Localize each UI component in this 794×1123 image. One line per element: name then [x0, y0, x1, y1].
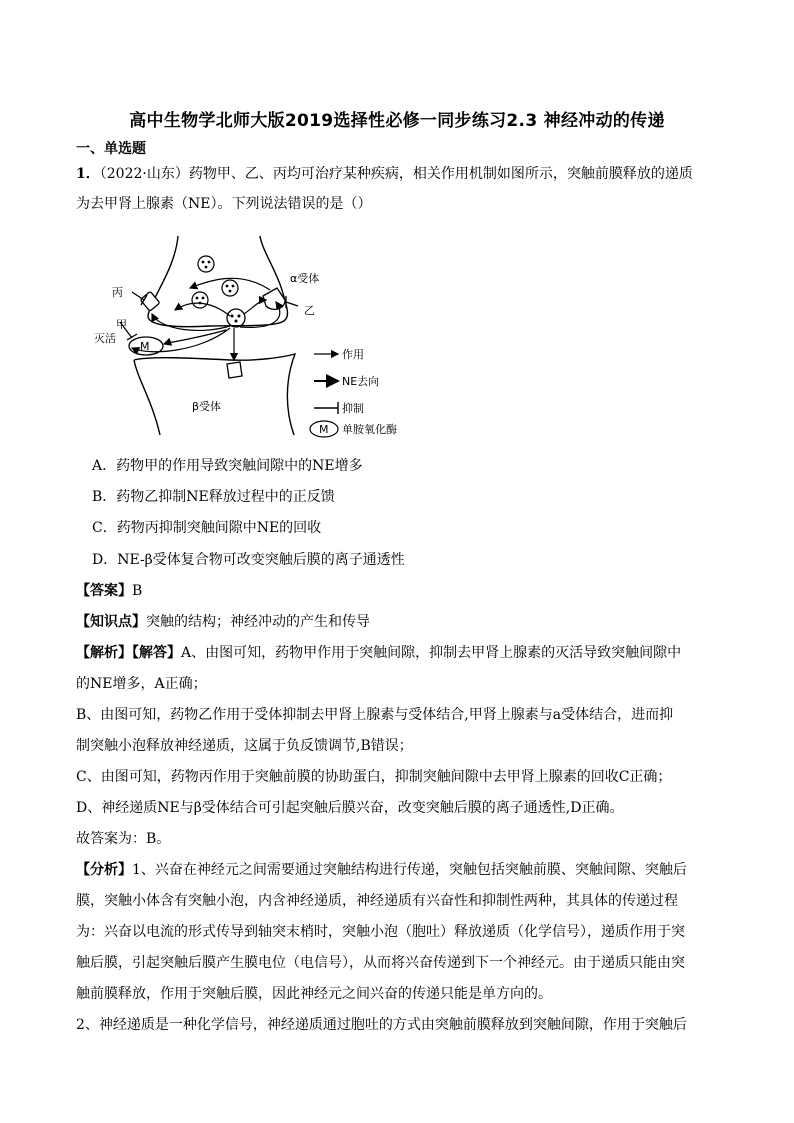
analysis-line-d: D、神经递质NE与β受体结合可引起突触后膜兴奋，改变突触后膜的离子通透性,D正确。 — [76, 800, 624, 816]
page-title: 高中生物学北师大版2019选择性必修一同步练习2.3 神经冲动的传递 — [129, 111, 665, 131]
answer-line — [76, 581, 720, 601]
legend-action: 作用 — [342, 348, 364, 361]
option-d: D．NE-β受体复合物可改变突触后膜的离子通透性 — [92, 552, 405, 568]
beta-receptor — [227, 362, 242, 378]
question-number: 1． — [76, 166, 100, 182]
knowledge-line — [76, 612, 720, 632]
mao-label: M — [140, 340, 150, 353]
fenxi-line2: 膜，突触小体含有突触小泡，内含神经递质，神经递质有兴奋性和抑制性两种，其具体的传递过程 — [76, 893, 678, 909]
ne-arrow — [152, 314, 230, 330]
label-miehuo: 灭活 — [94, 332, 116, 345]
legend-m: M — [319, 423, 329, 436]
option-a: A．药物甲的作用导致突触间隙中的NE增多 — [92, 458, 363, 474]
fenxi-tag: 【分析】 — [76, 862, 132, 878]
fenxi-line3: 为：兴奋以电流的形式传导到轴突末梢时，突触小泡（胞吐）释放递质（化学信号），递质作用于突 — [76, 924, 685, 940]
label-beta: β受体 — [192, 400, 222, 413]
vesicle — [192, 256, 238, 308]
knowledge-text: 突触的结构；神经冲动的产生和传导 — [146, 614, 370, 630]
vesicle-dots — [196, 261, 235, 305]
legend-ne-direction: NE去向 — [342, 375, 380, 388]
analysis-tag2: 【解答】 — [132, 645, 181, 661]
fenxi-line4: 触后膜，引起突触后膜产生膜电位（电信号），从而将兴奋传递到下一个神经元。由于递质只能由突 — [76, 955, 685, 971]
release-vesicle — [227, 309, 245, 327]
option-b: B．药物乙抑制NE释放过程中的正反馈 — [92, 489, 335, 505]
legend — [310, 348, 397, 437]
section-heading: 一、单选题 — [76, 141, 146, 157]
inhibit-symbol-yi — [286, 296, 298, 308]
question-source: （2022·山东） — [99, 166, 189, 182]
label-yi: 乙 — [304, 304, 315, 317]
action-arrow — [244, 300, 266, 314]
postsynaptic-membrane — [134, 354, 295, 435]
label-jia: 甲 — [116, 318, 127, 331]
label-alpha: α受体 — [290, 272, 320, 285]
answer-tag: 【答案】 — [76, 583, 132, 599]
legend-inhibit: 抑制 — [342, 402, 364, 415]
question-stem-line1 — [76, 164, 720, 184]
question-stem-text: 药物甲、乙、丙均可治疗某种疾病，相关作用机制如图所示，突触前膜释放的递质 — [188, 166, 693, 182]
analysis-line-a2: 的NE增多，A正确； — [76, 676, 207, 692]
presynaptic-membrane — [148, 236, 287, 327]
analysis-tag: 【解析】 — [76, 645, 132, 661]
answer-value: B — [132, 583, 143, 599]
label-bing: 丙 — [112, 286, 123, 299]
analysis-conclusion: 故答案为：B。 — [76, 831, 171, 847]
fenxi-text: 1、兴奋在神经元之间需要通过突触结构进行传递，突触包括突触前膜、突触间隙、突触后 — [132, 862, 687, 878]
analysis-line-b2: 制突触小泡释放神经递质，这属于负反馈调节,B错误； — [76, 738, 413, 754]
fenxi-line5: 触前膜释放，作用于突触后膜，因此神经元之间兴奋的传递只能是单方向的。 — [76, 986, 552, 1002]
synapse-diagram — [80, 230, 420, 445]
option-c: C．药物丙抑制突触间隙中NE的回收 — [92, 520, 322, 536]
fenxi-line1 — [76, 860, 720, 880]
legend-mao: 单胺氧化酶 — [342, 423, 397, 436]
question-stem-line2: 为去甲肾上腺素（NE）。下列说法错误的是（） — [76, 196, 372, 212]
fenxi-p2-line1: 2、神经递质是一种化学信号，神经递质通过胞吐的方式由突触前膜释放到突触间隙，作用于突触后 — [76, 1017, 687, 1033]
analysis-line-a1 — [76, 643, 720, 663]
analysis-line-c: C、由图可知，药物丙作用于突触前膜的协助蛋白，抑制突触间隙中去甲肾上腺素的回收C正确； — [76, 769, 672, 785]
action-arrow — [175, 303, 230, 316]
analysis-line-b1: B、由图可知，药物乙作用于受体抑制去甲肾上腺素与受体结合,甲肾上腺素与a受体结合，进而抑 — [76, 707, 674, 723]
knowledge-tag: 【知识点】 — [76, 614, 146, 630]
analysis-a-text: A、由图可知，药物甲作用于突触间隙，抑制去甲肾上腺素的灭活导致突触间隙中 — [181, 645, 682, 661]
